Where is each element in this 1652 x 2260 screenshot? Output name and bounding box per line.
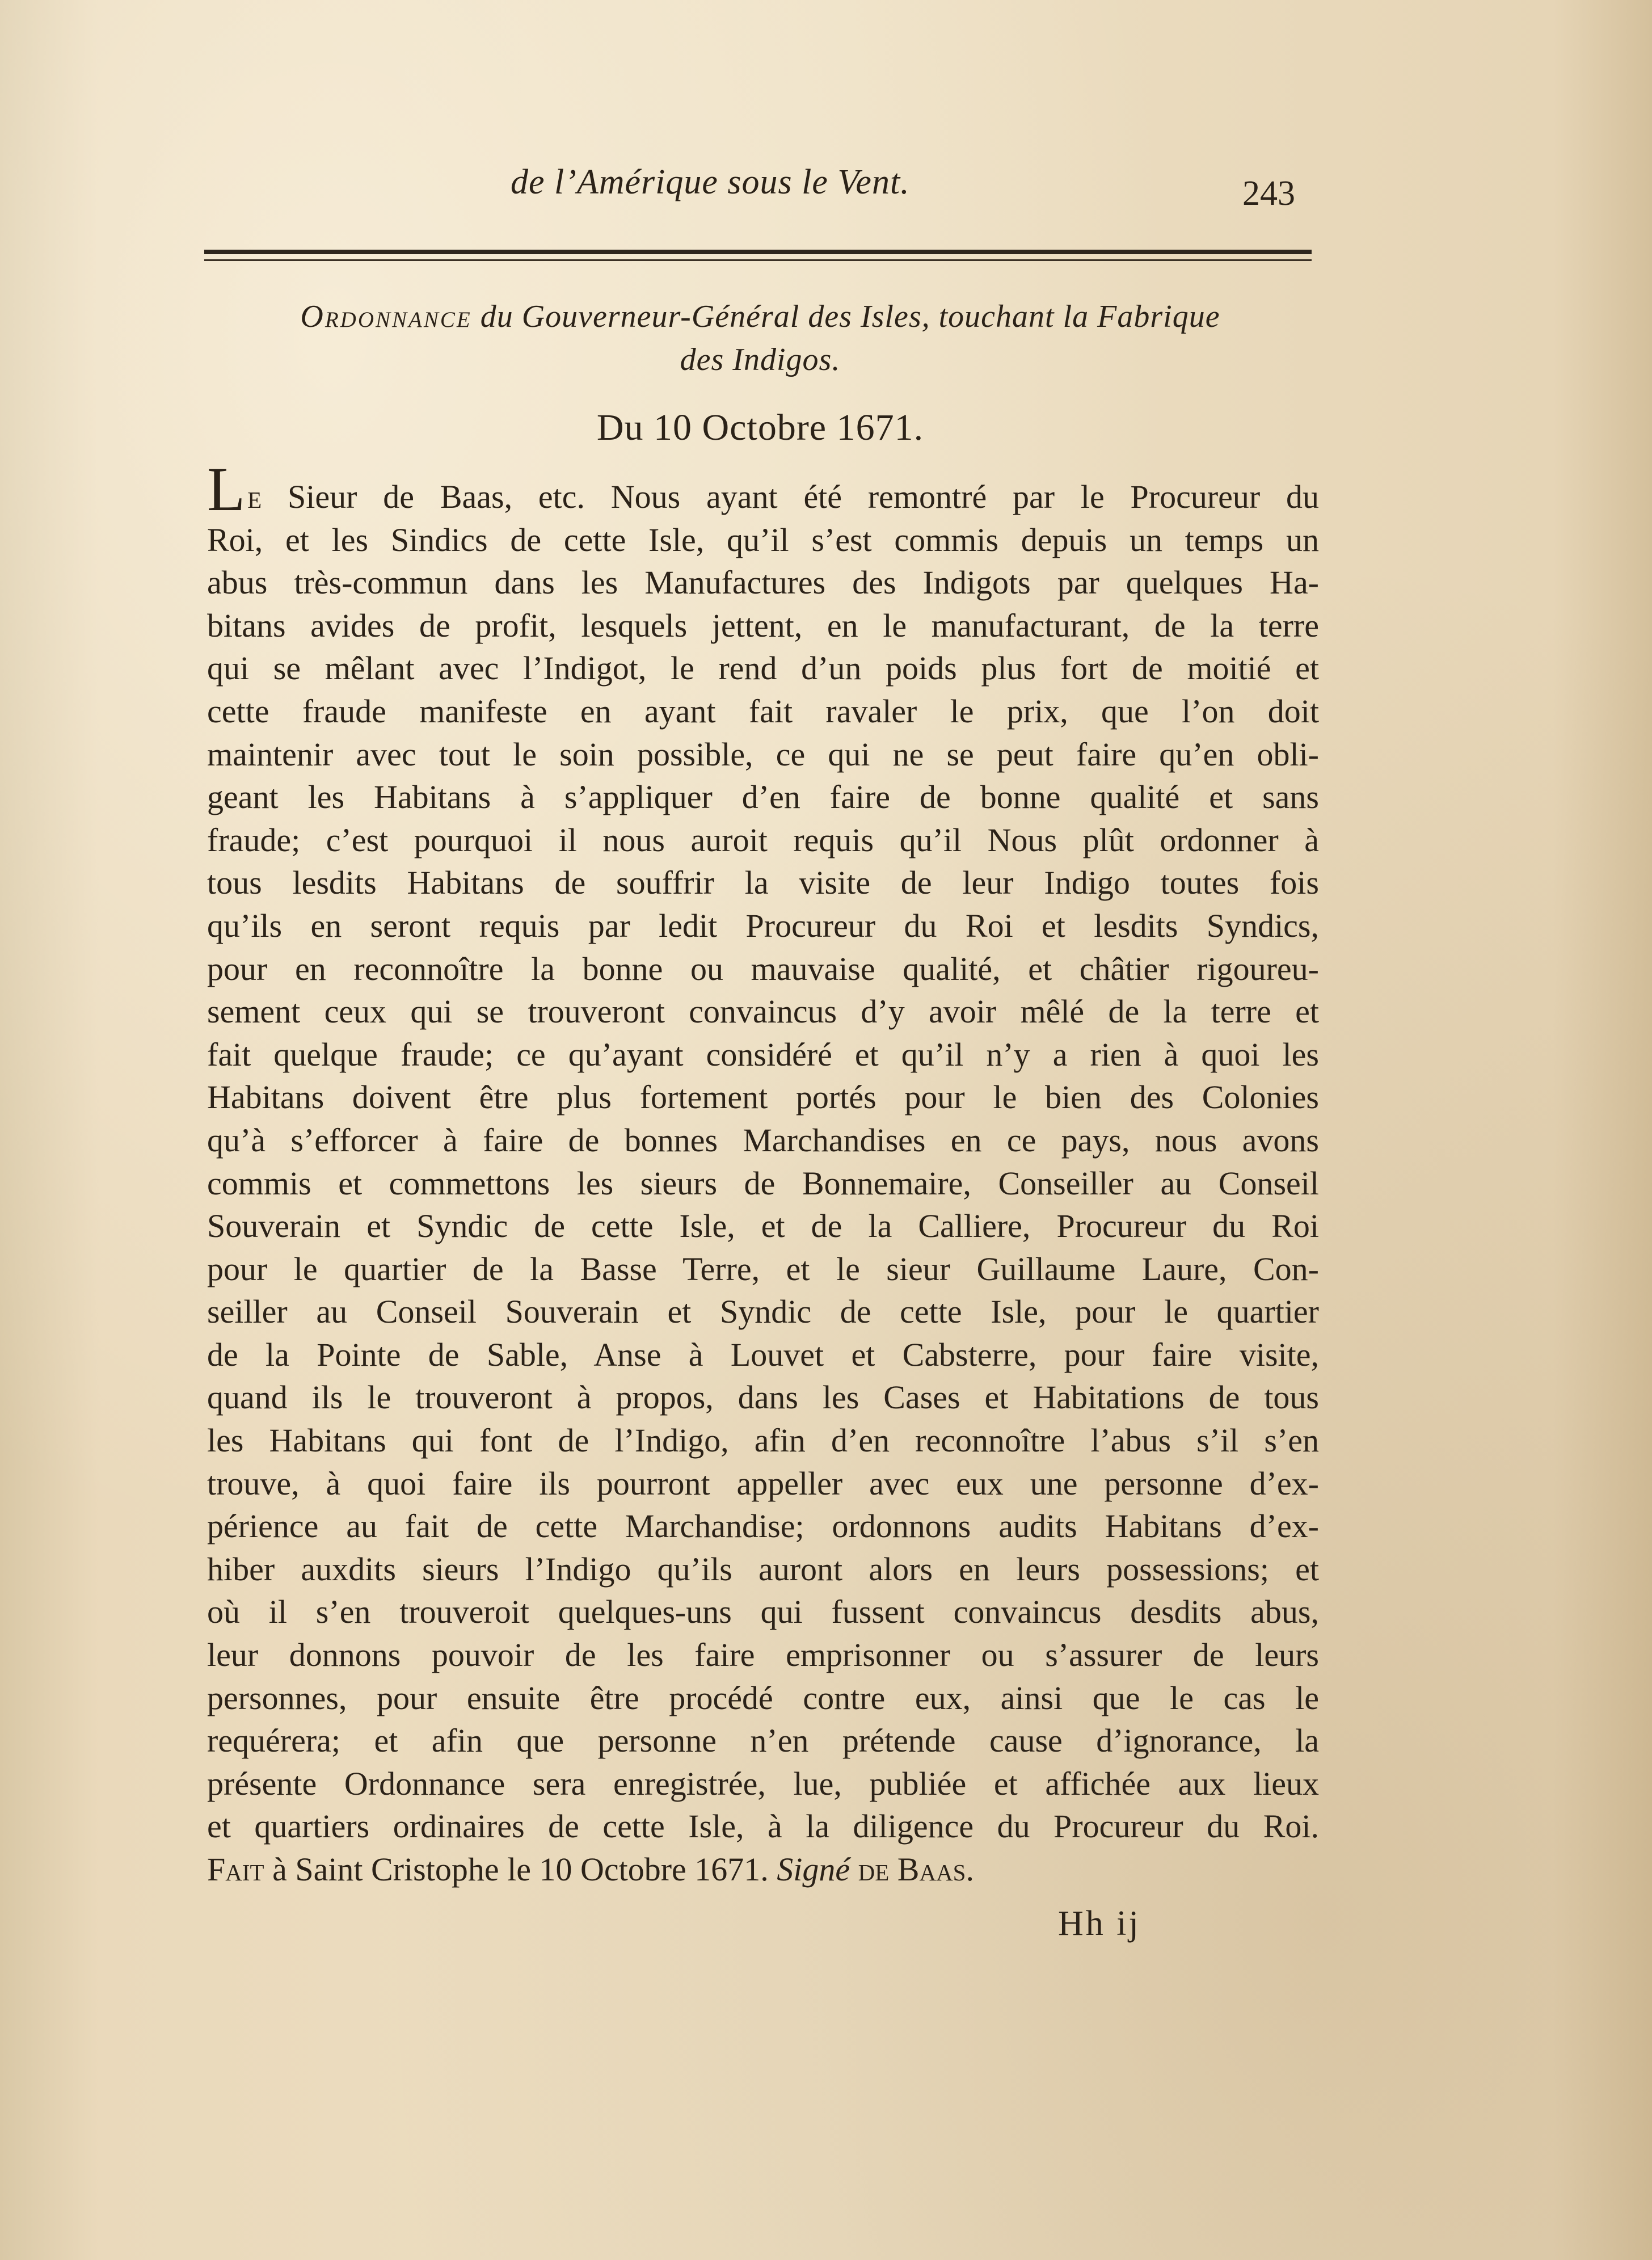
body-line: pour le quartier de la Basse Terre, et le sieur Guillaume Laure, Con- [207,1250,1319,1287]
body-line: Le Sieur de Baas, etc. Nous ayant été remontré par le Procureur du [207,454,1319,524]
body-line: de la Pointe de Sable, Anse à Louvet et Cabsterre, pour faire visite, [207,1336,1319,1373]
body-line: Roi, et les Sindics de cette Isle, qu’il s’est commis depuis un temps un [207,521,1319,558]
body-line: geant les Habitans à s’appliquer d’en faire de bonne qualité et sans [207,778,1319,816]
closing-line [207,1848,1319,1891]
fait-caps: Fait [207,1851,264,1888]
header-rule [204,250,1312,261]
body-line: personnes, pour ensuite être procédé contre eux, ainsi que le cas le [207,1679,1319,1716]
heading-line-1 [204,295,1316,338]
body-line: abus très-commun dans les Manufactures des Indigots par quelques Ha- [207,564,1319,601]
running-head-title: de l’Amérique sous le Vent. [511,163,910,201]
body-line: fraude; c’est pourquoi il nous auroit requis qu’il Nous plût ordonner à [207,821,1319,858]
body-line: quand ils le trouveront à propos, dans les Cases et Habitations de tous [207,1379,1319,1416]
body-line: bitans avides de profit, lesquels jettent, en le manufacturant, de la terre [207,607,1319,644]
body-line: où il s’en trouveroit quelques-uns qui fussent convaincus desdits abus, [207,1593,1319,1631]
page-number: 243 [1242,174,1295,213]
body-line: tous lesdits Habitans de souffrir la visite de leur Indigo toutes fois [207,864,1319,902]
ordinance-date: Du 10 Octobre 1671. [596,407,924,448]
body-line: Habitans doivent être plus fortement portés pour le bien des Colonies [207,1079,1319,1116]
body-line: commis et commettons les sieurs de Bonnemaire, Conseiller au Conseil [207,1164,1319,1202]
body-line: trouve, à quoi faire ils pourront appeller avec eux une personne d’ex- [207,1464,1319,1502]
heading-caps: Ordonnance [300,299,472,334]
body-line: et quartiers ordinaires de cette Isle, à la diligence du Procureur du Roi. [207,1808,1319,1845]
body-line: seiller au Conseil Souverain et Syndic de cette Isle, pour le quartier [207,1293,1319,1331]
body-line: Souverain et Syndic de cette Isle, et de la Calliere, Procureur du Roi [207,1207,1319,1245]
body-line: cette fraude manifeste en ayant fait ravaler le prix, que l’on doit [207,692,1319,730]
signer-name: de Baas. [850,1851,974,1888]
body-line: hiber auxdits sieurs l’Indigo qu’ils auront alors en leurs possessions; et [207,1550,1319,1588]
running-head [204,162,1312,230]
first-word-caps: e [247,478,262,515]
body-line: maintenir avec tout le soin possible, ce qui ne se peut faire qu’en obli- [207,735,1319,773]
ordinance-body [207,454,1319,1891]
body-line: fait quelque fraude; ce qu’ayant considéré et qu’il n’y a rien à quoi les [207,1036,1319,1073]
body-line: qu’ils en seront requis par ledit Procureur du Roi et lesdits Syndics, [207,907,1319,944]
signature-mark: Hh ij [1058,1904,1141,1943]
signe-italic: Signé [777,1851,850,1888]
ordinance-heading [204,295,1316,381]
body-line: présente Ordonnance sera enregistrée, lue, publiée et affichée aux lieux [207,1765,1319,1802]
body-line: périence au fait de cette Marchandise; ordonnons audits Habitans d’ex- [207,1508,1319,1545]
body-line: pour en reconnoître la bonne ou mauvaise qualité, et châtier rigoureu- [207,950,1319,987]
body-line: requérera; et afin que personne n’en prétende cause d’ignorance, la [207,1722,1319,1760]
body-line: qui se mêlant avec l’Indigot, le rend d’un poids plus fort de moitié et [207,650,1319,687]
body-line: qu’à s’efforcer à faire de bonnes Marchandises en ce pays, nous avons [207,1121,1319,1159]
drop-cap: L [207,454,246,524]
body-line: les Habitans qui font de l’Indigo, afin d’en reconnoître l’abus s’il s’en [207,1422,1319,1459]
closing-text: à Saint Cristophe le 10 Octobre 1671. [264,1851,777,1888]
body-line: leur donnons pouvoir de les faire emprisonner ou s’assurer de leurs [207,1636,1319,1674]
heading-line-2: des Indigos. [680,342,841,377]
heading-rest: du Gouverneur-Général des Isles, touchant la Fabrique [471,299,1220,334]
body-line: sement ceux qui se trouveront convaincus d’y avoir mêlé de la terre et [207,993,1319,1030]
